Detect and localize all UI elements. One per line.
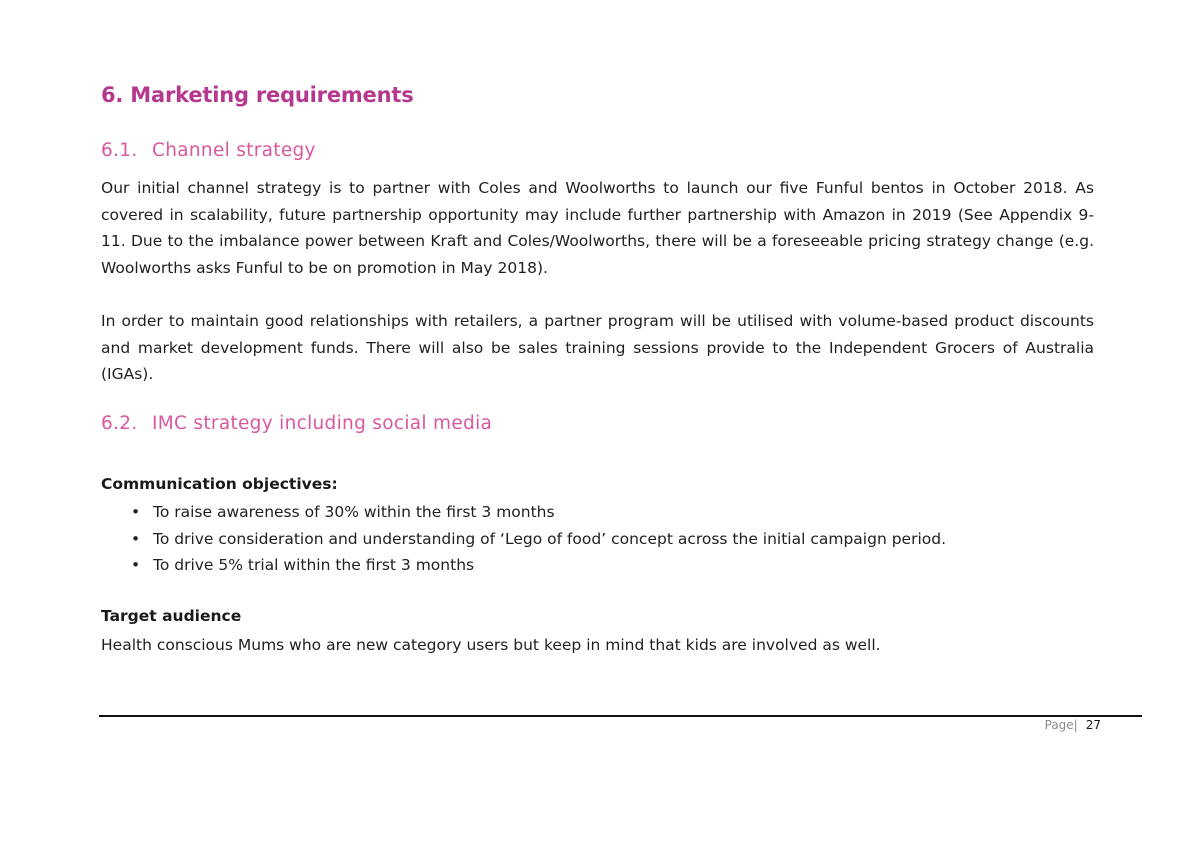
footer-divider [99, 715, 1142, 717]
page-footer [1045, 718, 1101, 732]
subsection-number: 6.1. [101, 140, 138, 161]
subsection-heading-channel-strategy [101, 140, 316, 161]
bullet-icon: • [131, 556, 141, 574]
subsection-number: 6.2. [101, 413, 138, 434]
list-item [101, 499, 946, 526]
target-audience-label: Target audience [101, 607, 242, 625]
bullet-icon: • [131, 503, 141, 521]
subsection-title: Channel strategy [152, 140, 316, 161]
page-label: Page| [1044, 718, 1078, 732]
bullet-icon: • [131, 529, 141, 548]
channel-paragraph-1: Our initial channel strategy is to partner with Coles and Woolworths to launch our five Funful bentos in October 2018. As covered in scalability, future partnership opportunity may include further partnership with Amazon in 2019 (See Appendix 9-11. Due to the imbalance power between Kraft and Coles/Woolworths, there will be a foreseeable pricing strategy change (e.g. Woolworths asks Funful to be on promotion in May 2018). [101, 179, 1094, 277]
subsection-title: IMC strategy including social media [152, 413, 493, 434]
objective-text: To raise awareness of 30% within the first 3 months [153, 503, 555, 521]
objective-text: To drive consideration and understanding of ‘Lego of food’ concept across the initial campaign period. [153, 529, 947, 548]
section-heading: 6. Marketing requirements [101, 83, 414, 107]
list-item [101, 526, 946, 553]
objective-text: To drive 5% trial within the first 3 months [153, 556, 475, 574]
communication-objectives-label: Communication objectives: [101, 475, 338, 493]
subsection-heading-imc-strategy [101, 413, 492, 434]
channel-paragraph-2: In order to maintain good relationships with retailers, a partner program will be utilised with volume-based product discounts and market development funds. There will also be sales training sessions provide to the Independent Grocers of Australia (IGAs). [101, 312, 1094, 383]
list-item [101, 552, 946, 579]
objectives-list [101, 499, 946, 579]
target-audience-text: Health conscious Mums who are new category users but keep in mind that kids are involved as well. [101, 636, 881, 654]
page-number: 27 [1085, 718, 1101, 732]
